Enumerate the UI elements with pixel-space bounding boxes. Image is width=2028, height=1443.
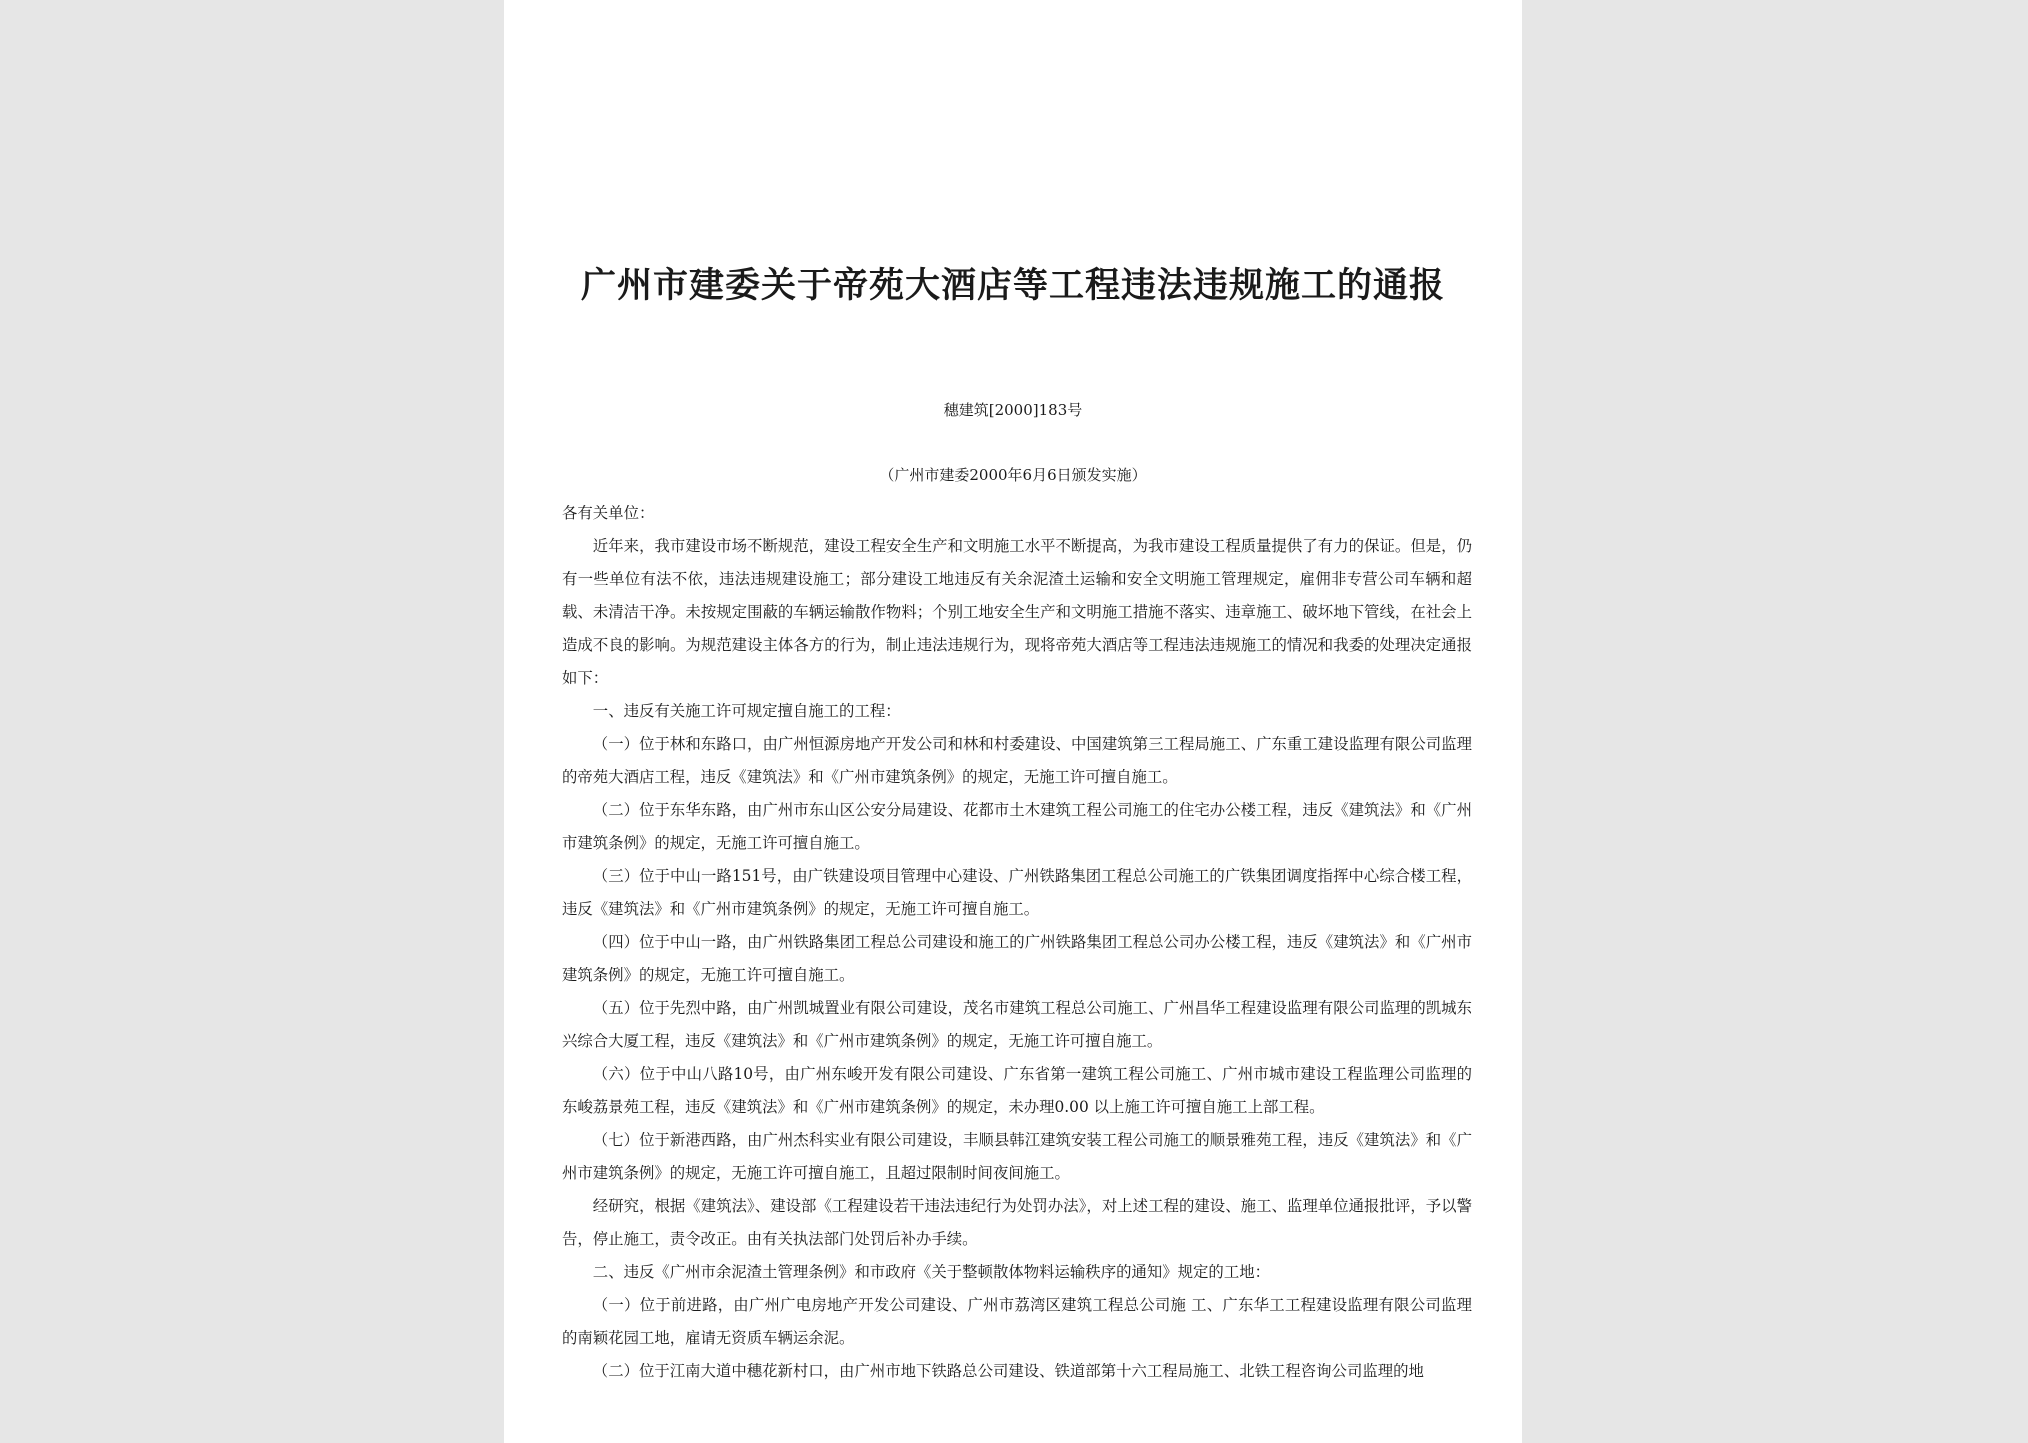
- issue-note: （广州市建委2000年6月6日颁发实施）: [879, 466, 1147, 484]
- paragraph-item-6: （六）位于中山八路10号，由广州东峻开发有限公司建设、广东省第一建筑工程公司施工、广州市城市建设工程监理公司监理的东峻荔景苑工程，违反《建筑法》和《广州市建筑条例》的规定，未办理0.00 以上施工许可擅自施工上部工程。: [562, 1065, 1472, 1116]
- paragraph-item-2: （二）位于东华东路，由广州市东山区公安分局建设、花都市土木建筑工程公司施工的住宅办公楼工程，违反《建筑法》和《广州市建筑条例》的规定，无施工许可擅自施工。: [562, 801, 1472, 852]
- paragraph-item-5: （五）位于先烈中路，由广州凯城置业有限公司建设，茂名市建筑工程总公司施工、广州昌华工程建设监理有限公司监理的凯城东兴综合大厦工程，违反《建筑法》和《广州市建筑条例》的规定，无施工许可擅自施工。: [562, 999, 1472, 1050]
- paragraph-decision: 经研究，根据《建筑法》、建设部《工程建设若干违法违纪行为处罚办法》，对上述工程的建设、施工、监理单位通报批评，予以警告，停止施工，责令改正。由有关执法部门处罚后补办手续。: [562, 1197, 1472, 1248]
- document-body: [562, 497, 1472, 1388]
- document-number: 穗建筑[2000]183号: [943, 401, 1083, 419]
- paragraph-intro: 近年来，我市建设市场不断规范，建设工程安全生产和文明施工水平不断提高，为我市建设工程质量提供了有力的保证。但是，仍有一些单位有法不依，违法违规建设施工；部分建设工地违反有关余泥渣土运输和安全文明施工管理规定，雇佣非专营公司车辆和超载、未清洁干净。未按规定围蔽的车辆运输散作物料；个别工地安全生产和文明施工措施不落实、违章施工、破坏地下管线，在社会上造成不良的影响。为规范建设主体各方的行为，制止违法违规行为，现将帝苑大酒店等工程违法违规施工的情况和我委的处理决定通报如下：: [562, 537, 1472, 687]
- paragraph-item-4: （四）位于中山一路，由广州铁路集团工程总公司建设和施工的广州铁路集团工程总公司办公楼工程，违反《建筑法》和《广州市建筑条例》的规定，无施工许可擅自施工。: [562, 933, 1472, 984]
- salutation: 各有关单位：: [562, 504, 655, 522]
- paragraph-item-7: （七）位于新港西路，由广州杰科实业有限公司建设，丰顺县韩江建筑安装工程公司施工的顺景雅苑工程，违反《建筑法》和《广州市建筑条例》的规定，无施工许可擅自施工，且超过限制时间夜间施工。: [562, 1131, 1472, 1182]
- paragraph-item-3: （三）位于中山一路151号，由广铁建设项目管理中心建设、广州铁路集团工程总公司施工的广铁集团调度指挥中心综合楼工程，违反《建筑法》和《广州市建筑条例》的规定，无施工许可擅自施工。: [562, 867, 1472, 918]
- section-heading-1: 一、违反有关施工许可规定擅自施工的工程：: [592, 702, 901, 720]
- document-page: [504, 0, 1522, 1443]
- paragraph-site-1: （一）位于前进路，由广州广电房地产开发公司建设、广州市荔湾区建筑工程总公司施 工、广东华工工程建设监理有限公司监理的南颖花园工地，雇请无资质车辆运余泥。: [562, 1296, 1472, 1347]
- section-heading-2: 二、违反《广州市余泥渣土管理条例》和市政府《关于整顿散体物料运输秩序的通知》规定的工地：: [592, 1263, 1270, 1281]
- paragraph-item-1: （一）位于林和东路口，由广州恒源房地产开发公司和林和村委建设、中国建筑第三工程局施工、广东重工建设监理有限公司监理的帝苑大酒店工程，违反《建筑法》和《广州市建筑条例》的规定，无施工许可擅自施工。: [562, 735, 1472, 786]
- document-title: 广州市建委关于帝苑大酒店等工程违法违规施工的通报: [580, 265, 1445, 306]
- paragraph-site-2: （二）位于江南大道中穗花新村口，由广州市地下铁路总公司建设、铁道部第十六工程局施工、北铁工程咨询公司监理的地: [592, 1362, 1424, 1380]
